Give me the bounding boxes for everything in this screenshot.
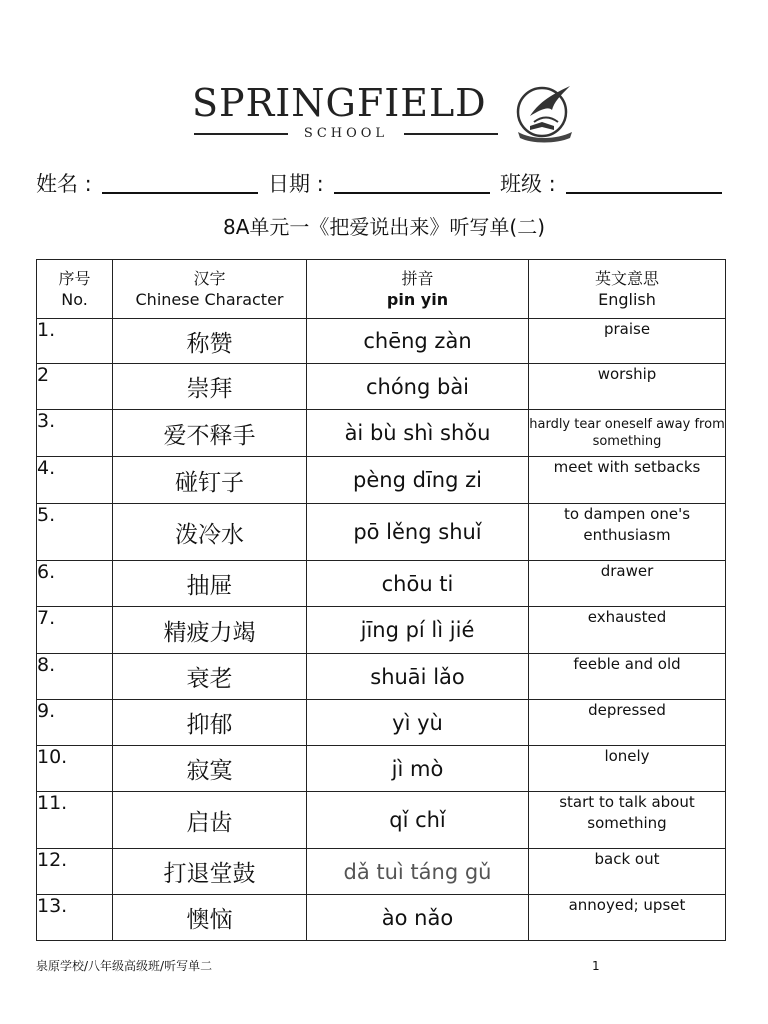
row-hanzi: 抑郁 bbox=[113, 700, 307, 746]
logo-rule-left bbox=[194, 133, 288, 135]
name-label: 姓名 : bbox=[36, 172, 92, 196]
row-pinyin: pō lěng shuǐ bbox=[307, 504, 529, 561]
date-blank[interactable] bbox=[334, 192, 490, 194]
school-logo bbox=[190, 80, 580, 146]
row-english: back out bbox=[529, 849, 726, 895]
row-number: 8. bbox=[37, 654, 113, 700]
row-number: 5. bbox=[37, 504, 113, 561]
footer-school-info: 泉原学校/八年级高级班/听写单二 bbox=[36, 959, 213, 973]
header-english-zh: 英文意思 bbox=[594, 269, 659, 288]
student-info-line bbox=[36, 168, 736, 200]
table-row bbox=[37, 746, 726, 792]
row-number: 13. bbox=[37, 895, 113, 941]
row-number: 6. bbox=[37, 561, 113, 607]
row-pinyin: jīng pí lì jié bbox=[307, 607, 529, 654]
table-row bbox=[37, 319, 726, 364]
row-pinyin: qǐ chǐ bbox=[307, 792, 529, 849]
table-row bbox=[37, 895, 726, 941]
row-english: drawer bbox=[529, 561, 726, 607]
name-blank[interactable] bbox=[102, 192, 258, 194]
table-row bbox=[37, 561, 726, 607]
table-row bbox=[37, 792, 726, 849]
row-pinyin: jì mò bbox=[307, 746, 529, 792]
logo-subtitle-text: SCHOOL bbox=[303, 126, 389, 141]
row-number: 4. bbox=[37, 457, 113, 504]
header-no-en: No. bbox=[61, 290, 88, 309]
header-pinyin-zh: 拼音 bbox=[401, 269, 434, 288]
row-hanzi: 精疲力竭 bbox=[113, 607, 307, 654]
row-english: feeble and old bbox=[529, 654, 726, 700]
header-pinyin-en: pin yin bbox=[386, 290, 449, 309]
class-blank[interactable] bbox=[566, 192, 722, 194]
row-english: start to talk about something bbox=[529, 792, 726, 849]
row-pinyin: chōu ti bbox=[307, 561, 529, 607]
header-char-zh: 汉字 bbox=[193, 269, 226, 288]
date-label: 日期 : bbox=[268, 172, 324, 196]
header-char-en: Chinese Character bbox=[135, 290, 284, 309]
row-hanzi: 爱不释手 bbox=[113, 410, 307, 457]
header-english bbox=[529, 260, 726, 319]
vocabulary-table bbox=[36, 259, 726, 941]
header-pinyin bbox=[307, 260, 529, 319]
school-crest-icon bbox=[512, 82, 578, 144]
row-hanzi: 泼冷水 bbox=[113, 504, 307, 561]
row-hanzi: 打退堂鼓 bbox=[113, 849, 307, 895]
row-number: 2 bbox=[37, 364, 113, 410]
row-pinyin: shuāi lǎo bbox=[307, 654, 529, 700]
header-no bbox=[37, 260, 113, 319]
row-number: 9. bbox=[37, 700, 113, 746]
row-number: 3. bbox=[37, 410, 113, 457]
page-number: 1 bbox=[592, 959, 600, 973]
class-label: 班级 : bbox=[500, 172, 556, 196]
row-english: exhausted bbox=[529, 607, 726, 654]
table-header-row bbox=[37, 260, 726, 319]
row-english: lonely bbox=[529, 746, 726, 792]
row-pinyin: chēng zàn bbox=[307, 319, 529, 364]
row-pinyin: chóng bài bbox=[307, 364, 529, 410]
row-hanzi: 启齿 bbox=[113, 792, 307, 849]
row-number: 7. bbox=[37, 607, 113, 654]
logo-subtitle bbox=[190, 124, 508, 144]
row-pinyin: ài bù shì shǒu bbox=[307, 410, 529, 457]
logo-rule-right bbox=[404, 133, 498, 135]
row-pinyin: pèng dīng zi bbox=[307, 457, 529, 504]
row-hanzi: 称赞 bbox=[113, 319, 307, 364]
table-row bbox=[37, 364, 726, 410]
row-pinyin: dǎ tuì táng gǔ bbox=[307, 849, 529, 895]
table-row bbox=[37, 410, 726, 457]
row-pinyin: ào nǎo bbox=[307, 895, 529, 941]
row-number: 1. bbox=[37, 319, 113, 364]
row-hanzi: 崇拜 bbox=[113, 364, 307, 410]
header-no-zh: 序号 bbox=[58, 269, 91, 288]
row-hanzi: 碰钉子 bbox=[113, 457, 307, 504]
table-row bbox=[37, 849, 726, 895]
row-english: hardly tear oneself away from something bbox=[529, 410, 726, 457]
row-english: meet with setbacks bbox=[529, 457, 726, 504]
header-english-en: English bbox=[598, 290, 656, 309]
table-row bbox=[37, 607, 726, 654]
row-english: annoyed; upset bbox=[529, 895, 726, 941]
header-character bbox=[113, 260, 307, 319]
row-number: 10. bbox=[37, 746, 113, 792]
row-english: worship bbox=[529, 364, 726, 410]
row-english: depressed bbox=[529, 700, 726, 746]
row-number: 12. bbox=[37, 849, 113, 895]
row-hanzi: 衰老 bbox=[113, 654, 307, 700]
logo-wordmark: SPRINGFIELD bbox=[192, 81, 487, 125]
page-title: 8A单元一《把爱说出来》听写单(二) bbox=[222, 215, 545, 239]
row-number: 11. bbox=[37, 792, 113, 849]
row-pinyin: yì yù bbox=[307, 700, 529, 746]
table-row bbox=[37, 457, 726, 504]
row-hanzi: 寂寞 bbox=[113, 746, 307, 792]
row-hanzi: 懊恼 bbox=[113, 895, 307, 941]
table-row bbox=[37, 504, 726, 561]
row-hanzi: 抽屉 bbox=[113, 561, 307, 607]
row-english: praise bbox=[529, 319, 726, 364]
table-row bbox=[37, 700, 726, 746]
row-english: to dampen one's enthusiasm bbox=[529, 504, 726, 561]
table-row bbox=[37, 654, 726, 700]
